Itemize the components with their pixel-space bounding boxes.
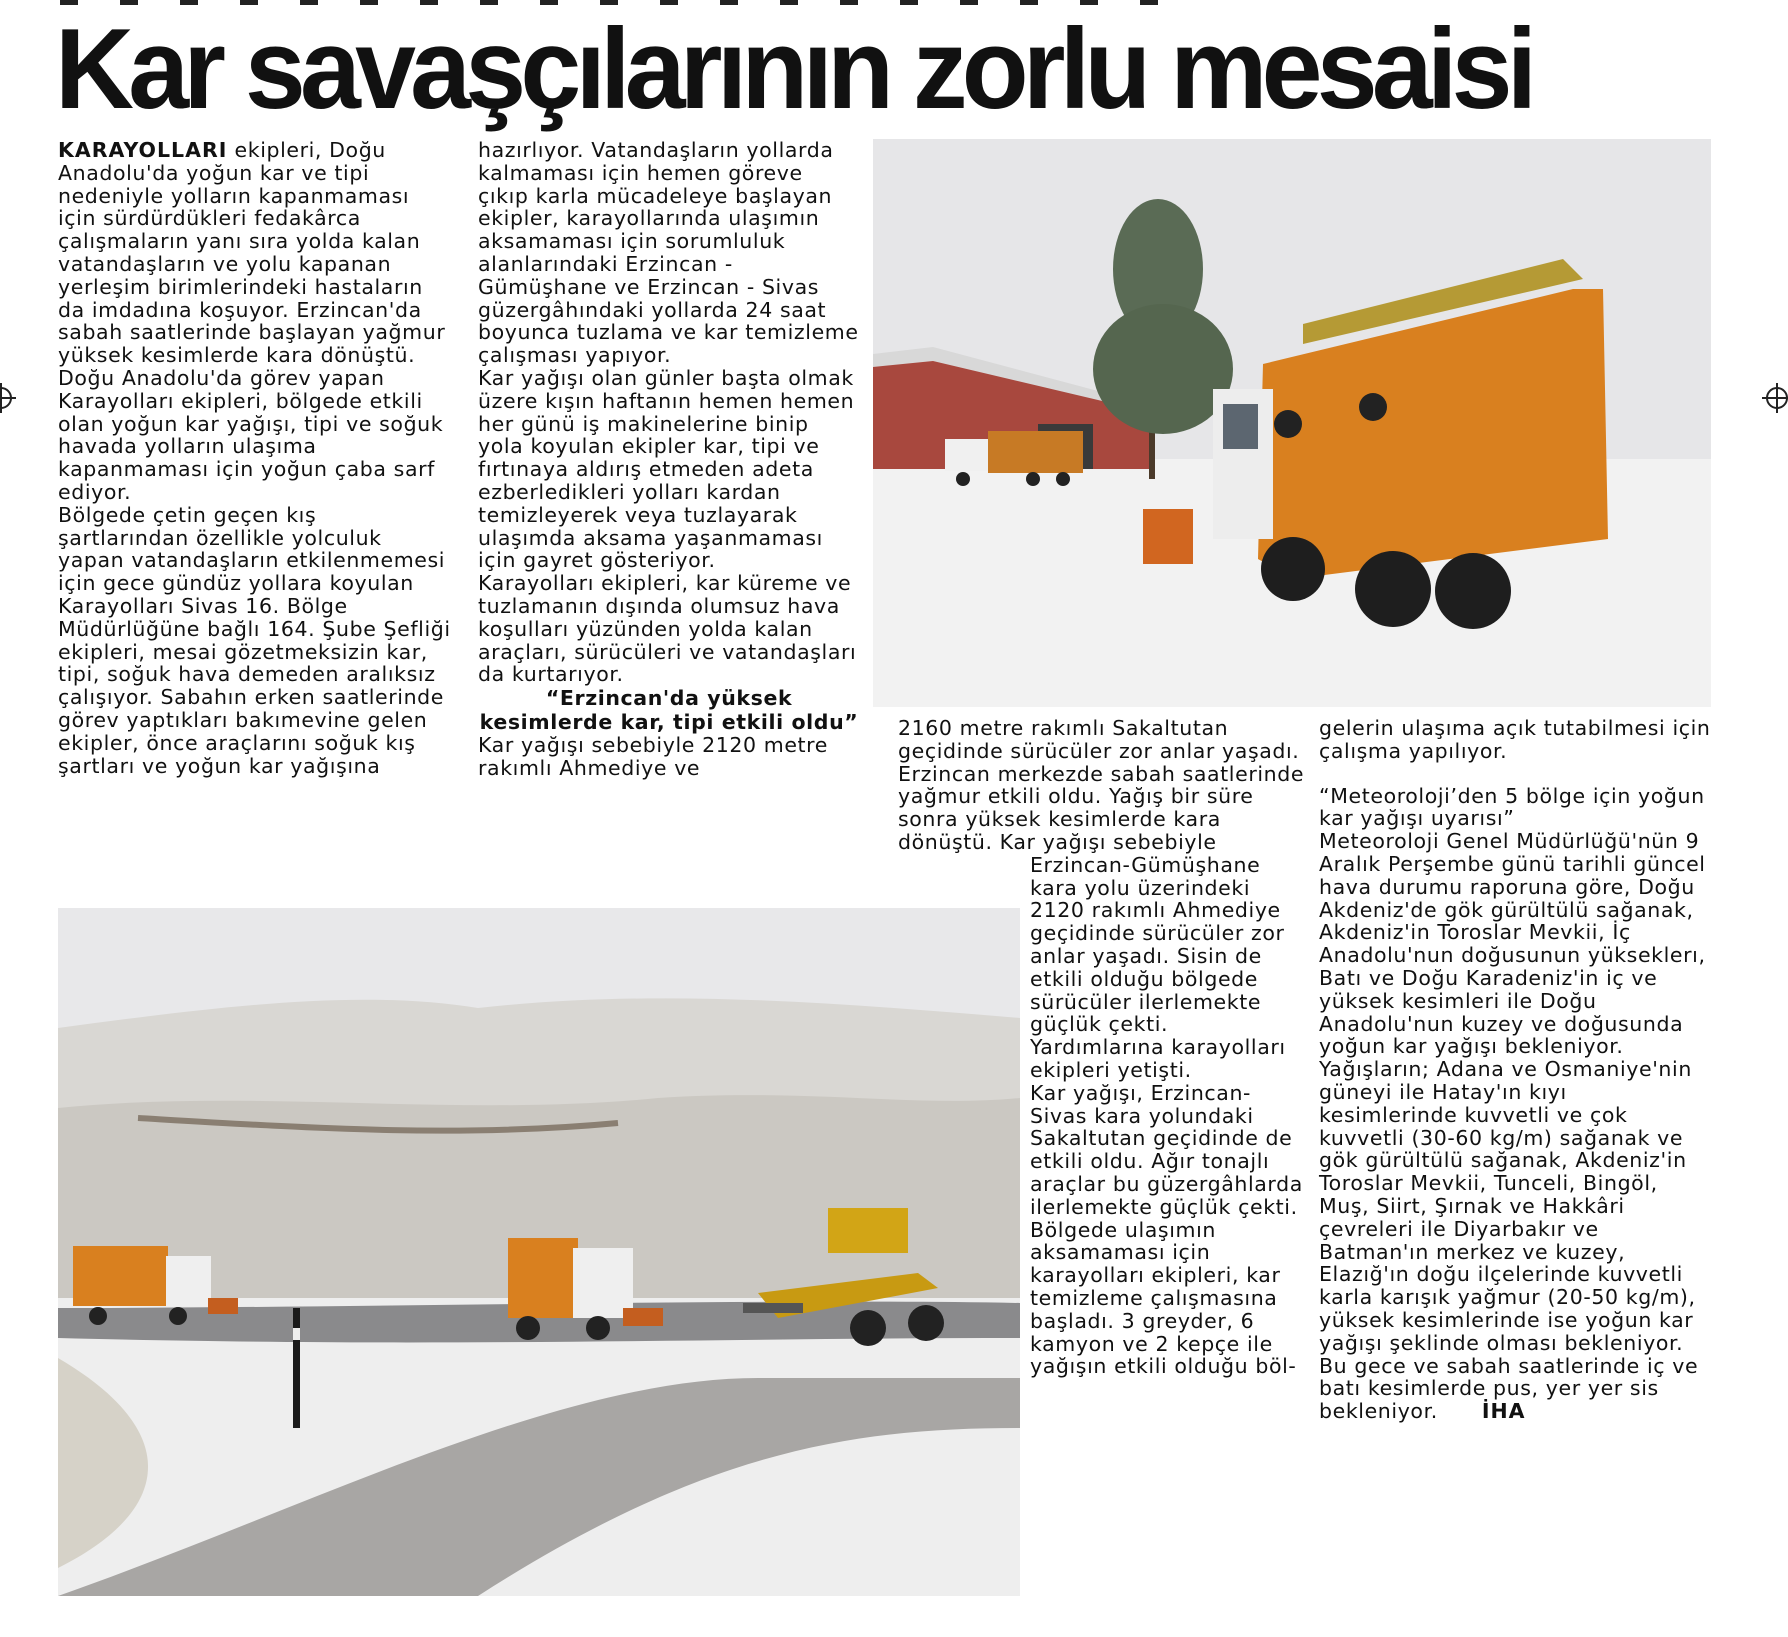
paragraph: Kar yağışı olan günler başta olmak üzere kışın haftanın hemen hemen her günü iş makinelerine binip yola koyulan ekipler kar, tipi ve fırtınaya aldırış etmeden adeta ezberledikleri yolları kardan temizleyerek veya tuzlayarak ulaşımda aksama yaşanmaması için gayret gösteriyor.	[478, 365, 855, 573]
column-2	[478, 139, 860, 879]
paragraph: Yağışların; Adana ve Osmaniye'nin güneyi ile Hatay'ın kıyı kesimlerinde kuvvetli ve çok kuvvetli (30-60 kg/m) sağanak ve gök gürültülü sağanak, Akdeniz'in Toroslar Mevkii, Tunceli, Bingöl, Muş, Siirt, Şırnak ve Hakkâri çevreleri ile Diyarbakır ve Batman'ın merkez ve kuzey, Elazığ'ın doğu ilçelerinde kuvvetli karla karışık yağmur (20-50 kg/m), yüksek kesimlerinde ise yoğun kar yağışı şeklinde olması bekleniyor. Bu gece ve sabah saatlerinde iç ve batı kesimlerde pus, yer yer sis bekleniyor. İHA	[1319, 1057, 1699, 1424]
column-1	[58, 139, 454, 879]
registration-mark-right	[1766, 387, 1788, 409]
paragraph: Kar yağışı, Erzincan- Sivas kara yolundaki Sakaltutan geçidinde de etkili oldu. Ağır tonajlı araçlar bu güzergâhlarda ilerlemekte güçlük çekti. Bölgede ulaşımın aksamaması için karayolları ekipleri, kar temizleme çalışmasına başladı. 3 greyder, 6 kamyon ve 2 kepçe ile yağışın etkili olduğu böl-	[1030, 1080, 1303, 1379]
kicker: KARAYOLLARI	[58, 138, 228, 162]
lead-text: ekipleri, Doğu Anadolu'da yoğun kar ve tipi nedeniyle yolların kapanmaması için sürdürdükleri fedakârca çalışmaların yanı sıra yolda kalan vatandaşların ve yolu kapanan yerleşim birimlerindeki hastaların da imdadına koşuyor. Erzincan'da sabah saatlerinde başlayan yağmur yüksek kesimlerde kara dönüştü.	[58, 138, 446, 368]
column-4	[1319, 717, 1711, 1597]
photo-snow-trucks-depot	[873, 139, 1711, 707]
registration-mark-left	[0, 387, 12, 409]
paragraph: Meteoroloji Genel Müdürlüğü'nün 9 Aralık Perşembe günü tarihli güncel hava durumu raporuna göre, Doğu Akdeniz'de gök gürültülü sağanak, Akdeniz'in Toroslar Mevkii, İç Anadolu'nun doğusunun yükseklerı, Batı ve Doğu Karadeniz'in iç ve yüksek kesimleri ile Doğu Anadolu'nun kuzey ve doğusunda yoğun kar yağışı bekleniyor.	[1319, 829, 1706, 1059]
paragraph: Erzincan-Gümüşhane kara yolu üzerindeki 2120 rakımlı Ahmediye geçidinde sürücüler zor anlar yaşadı. Sisin de etkili olduğu bölgede sürücüler ilerlemekte güçlük çekti. Yardımlarına karayolları ekipleri yetişti.	[1030, 852, 1286, 1082]
news-agency-source: İHA	[1481, 1399, 1526, 1424]
paragraph: gelerin ulaşıma açık tutabilmesi için çalışma yapılıyor.	[1319, 716, 1711, 763]
subheading: “Erzincan'da yüksek kesimlerde kar, tipi etkili oldu”	[479, 686, 859, 735]
paragraph: Bölgede çetin geçen kış şartlarından özellikle yolculuk yapan vatandaşların etkilenmemesi için gece gündüz yollara koyulan Karayolları Sivas 16. Bölge Müdürlüğüne bağlı 164. Şube Şefliği ekipleri, mesai gözetmeksizin kar, tipi, soğuk hava demeden aralıksız çalışıyor. Sabahın erken saatlerinde görev yaptıkları bakımevine gelen ekipler, önce araçlarını soğuk kış şartları ve yoğun kar yağışına	[58, 502, 451, 778]
paragraph: hazırlıyor. Vatandaşların yollarda kalmaması için hemen göreve çıkıp karla mücadeleye başlayan ekipler, karayollarında ulaşımın aksamaması için sorumluluk alanlarındaki Erzincan - Gümüşhane ve Erzincan - Sivas güzergâhındaki yollarda 24 saat boyunca tuzlama ve kar temizleme çalışması yapıyor.	[478, 138, 859, 368]
column-3-narrow	[1030, 854, 1308, 1378]
photo-snow-road-convoy	[58, 908, 1020, 1596]
paragraph: Karayolları ekipleri, kar küreme ve tuzlamanın dışında olumsuz hava koşulları yüzünden yolda kalan araçları, sürücüleri ve vatandaşları da kurtarıyor.	[478, 571, 857, 687]
lead-paragraph	[58, 139, 454, 367]
paragraph: Doğu Anadolu'da görev yapan Karayolları ekipleri, bölgede etkili olan yoğun kar yağışı, tipi ve soğuk havada yolların ulaşıma kapanmaması için yoğun çaba sarf ediyor.	[58, 365, 444, 504]
headline: Kar savaşçılarının zorlu mesaisi	[55, 6, 1532, 133]
subheading: “Meteoroloji’den 5 bölge için yoğun kar yağışı uyarısı”	[1319, 783, 1705, 831]
paragraph: 2160 metre rakımlı Sakaltutan geçidinde sürücüler zor anlar yaşadı. Erzincan merkezde sabah saatlerinde yağmur etkili oldu. Yağış bir süre sonra yüksek kesimlerde kara dönüştü. Kar yağışı sebebiyle	[898, 716, 1305, 854]
paragraph: Kar yağışı sebebiyle 2120 metre rakımlı Ahmediye ve	[478, 733, 828, 780]
top-cut-text-line	[60, 0, 1160, 5]
